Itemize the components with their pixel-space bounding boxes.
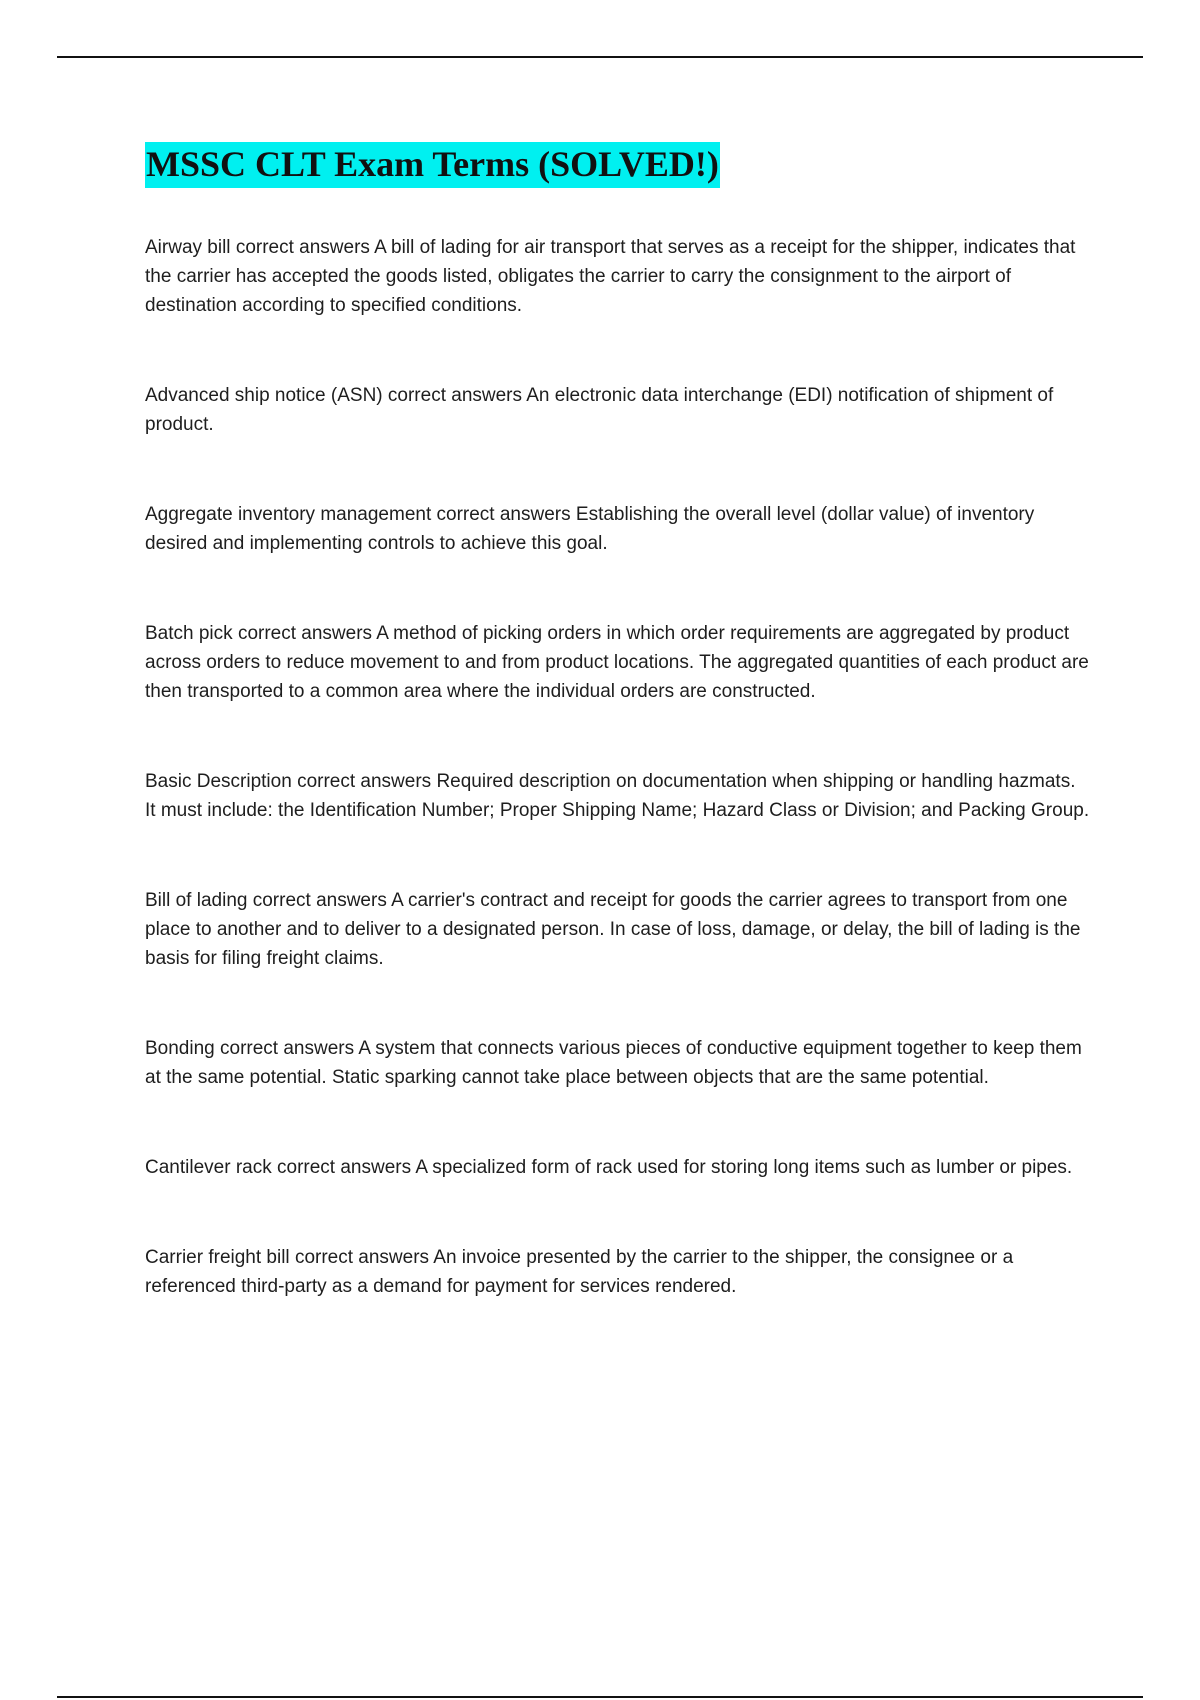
term-name: Airway bill	[145, 237, 231, 258]
term-definition: Required description on documentation when shipping or handling hazmats. It must include: the Identification Number; Proper Shipping Name; Hazard Class or Division; and Packing Group.	[145, 771, 1090, 821]
term-definition: A bill of lading for air transport that serves as a receipt for the shipper, indicates that the carrier has accepted the goods listed, obligates the carrier to carry the consignment to the airport of destination according to specified conditions.	[145, 237, 1076, 316]
footer-rule	[57, 1696, 1143, 1698]
term-entry	[145, 619, 1090, 706]
term-connector: correct answers	[294, 1247, 430, 1268]
term-name: Cantilever rack	[145, 1157, 272, 1178]
header-rule	[57, 56, 1143, 58]
term-name: Advanced ship notice (ASN)	[145, 385, 383, 406]
term-entry	[145, 767, 1090, 825]
document-body	[145, 142, 1090, 1362]
term-name: Basic Description	[145, 771, 292, 792]
term-definition: A method of picking orders in which order requirements are aggregated by product across orders to reduce movement to and from product locations. The aggregated quantities of each product are then transported to a common area where the individual orders are constructed.	[145, 623, 1089, 702]
term-name: Aggregate inventory management	[145, 504, 432, 525]
term-connector: correct answers	[235, 237, 370, 258]
term-name: Bonding	[145, 1038, 215, 1059]
term-connector: correct answers	[387, 385, 523, 406]
term-definition: A carrier's contract and receipt for goods the carrier agrees to transport from one place to another and to deliver to a designated person. In case of loss, damage, or delay, the bill of lading is the basis for filing freight claims.	[145, 890, 1081, 969]
document-title: MSSC CLT Exam Terms (SOLVED!)	[145, 142, 720, 188]
term-name: Bill of lading	[145, 890, 248, 911]
term-entry	[145, 381, 1090, 439]
term-name: Carrier freight bill	[145, 1247, 290, 1268]
term-entry	[145, 233, 1090, 320]
term-definition: A system that connects various pieces of conductive equipment together to keep them at the same potential. Static sparking cannot take place between objects that are the same potential.	[145, 1038, 1082, 1088]
term-entry	[145, 1243, 1090, 1301]
term-entry	[145, 1034, 1090, 1092]
term-definition: An invoice presented by the carrier to the shipper, the consignee or a referenced third-party as a demand for payment for services rendered.	[145, 1247, 1014, 1297]
term-connector: correct answers	[237, 623, 373, 644]
term-definition: Establishing the overall level (dollar value) of inventory desired and implementing controls to achieve this goal.	[145, 504, 1035, 554]
term-entry	[145, 886, 1090, 973]
term-definition: A specialized form of rack used for storing long items such as lumber or pipes.	[415, 1157, 1073, 1178]
term-connector: correct answers	[220, 1038, 355, 1059]
term-definition: An electronic data interchange (EDI) notification of shipment of product.	[145, 385, 1054, 435]
term-connector: correct answers	[436, 504, 571, 525]
terms-list	[145, 233, 1090, 1301]
term-connector: correct answers	[297, 771, 432, 792]
term-name: Batch pick	[145, 623, 233, 644]
term-connector: correct answers	[252, 890, 387, 911]
term-connector: correct answers	[277, 1157, 412, 1178]
term-entry	[145, 1153, 1090, 1182]
term-entry	[145, 500, 1090, 558]
